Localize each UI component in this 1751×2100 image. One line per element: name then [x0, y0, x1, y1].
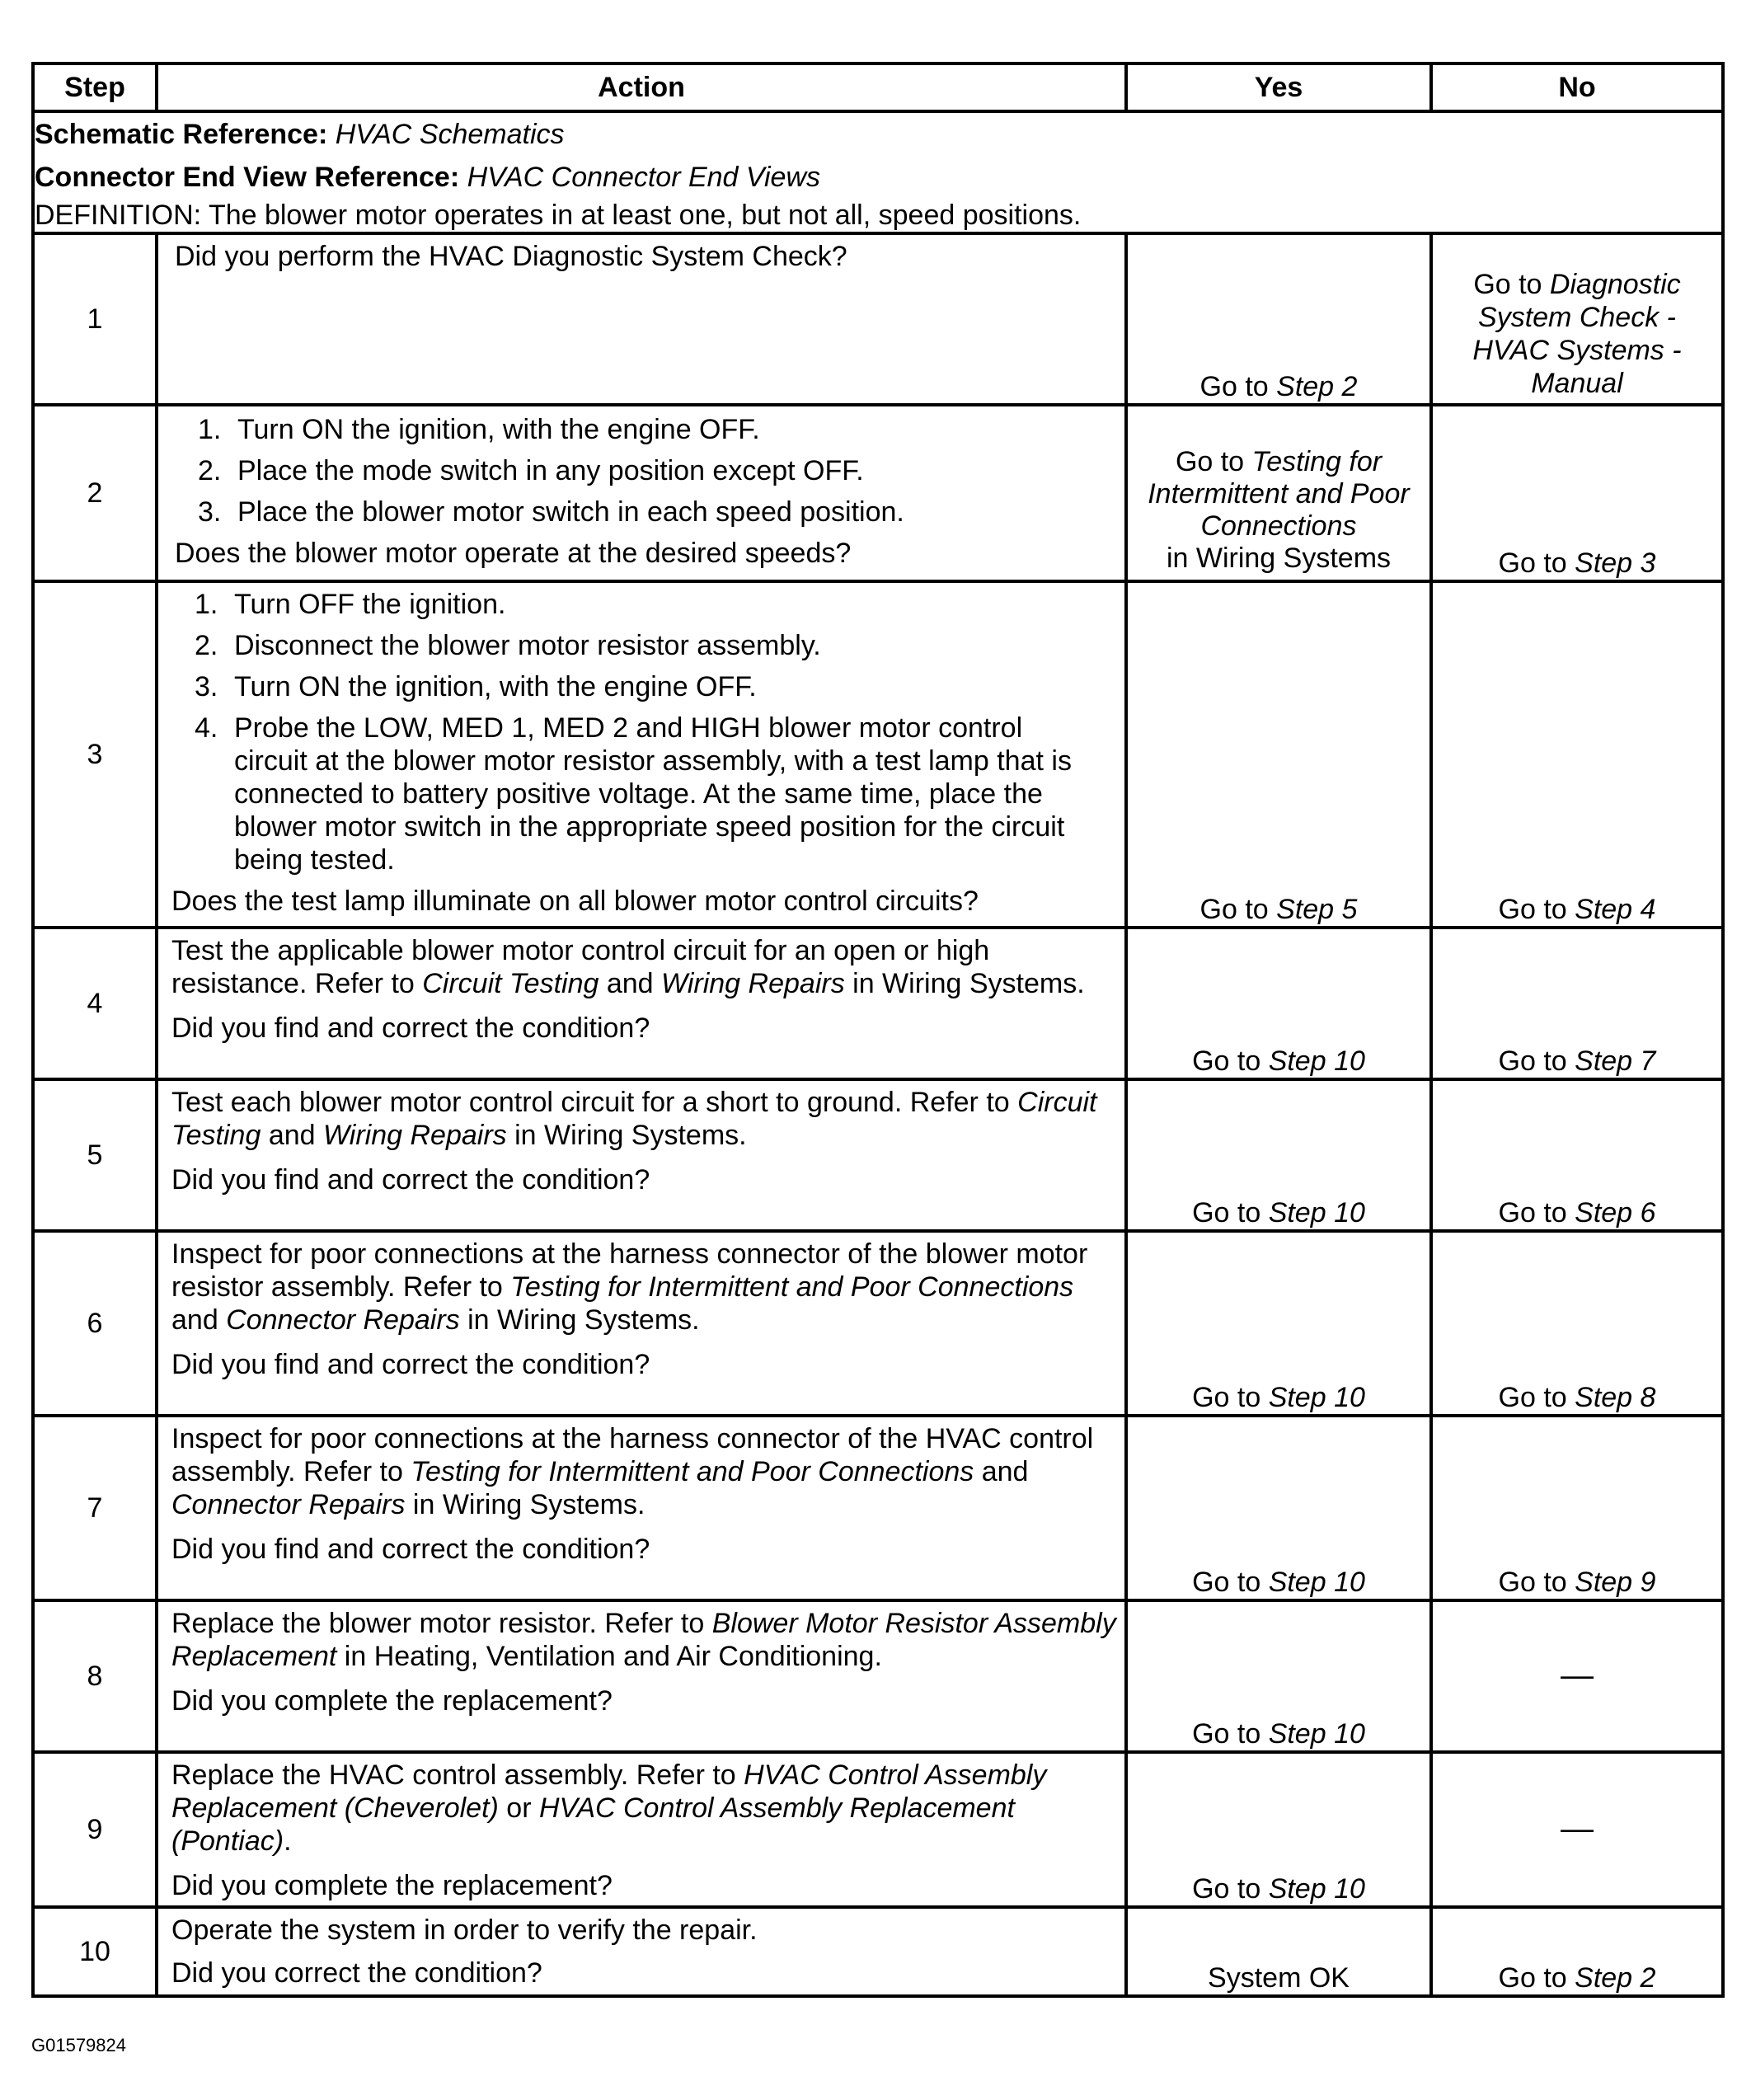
schematic-label: Schematic Reference:	[35, 119, 328, 150]
yes-cell: Go to Testing for Intermittent and Poor Connections in Wiring Systems	[1126, 405, 1431, 581]
action-question: Did you find and correct the condition?	[171, 1534, 650, 1565]
no-link[interactable]: Diagnostic System Check - HVAC Systems - Manual	[1472, 269, 1682, 399]
action-cell	[157, 581, 1126, 928]
no-link[interactable]: Step 8	[1575, 1382, 1656, 1413]
yes-link[interactable]: Step 10	[1268, 1873, 1365, 1905]
header-no: No	[1431, 63, 1723, 111]
no-dash: —	[1561, 1811, 1594, 1847]
blower-resistor-replacement-link[interactable]: Blower Motor Resistor Assembly Replacement	[171, 1608, 1116, 1672]
no-cell: Go to Step 3	[1431, 405, 1723, 581]
step-number: 10	[33, 1907, 157, 1996]
table-row	[33, 1231, 1723, 1416]
yes-cell	[1126, 1907, 1431, 1996]
no-cell: Go to Step 4	[1431, 581, 1723, 928]
no-cell: Go to Step 9	[1431, 1416, 1723, 1600]
action-question: Did you find and correct the condition?	[171, 1012, 650, 1044]
schematic-link[interactable]: HVAC Schematics	[335, 119, 565, 150]
schematic-reference	[35, 113, 1721, 156]
connector-link[interactable]: HVAC Connector End Views	[467, 162, 820, 193]
wiring-repairs-link[interactable]: Wiring Repairs	[661, 968, 845, 999]
action-text: Replace the HVAC control assembly. Refer to HVAC Control Assembly Replacement (Cheverolet) or HVAC Control Assembly Replacement (Pontiac).	[171, 1759, 1047, 1857]
action-text: Test each blower motor control circuit for a short to ground. Refer to Circuit Testing and Wiring Repairs in Wiring Systems.	[171, 1087, 1097, 1151]
connector-label: Connector End View Reference:	[35, 162, 460, 193]
no-link[interactable]: Step 2	[1575, 1962, 1656, 1994]
intro-row	[33, 111, 1723, 233]
action-text: Inspect for poor connections at the harness connector of the HVAC control assembly. Refer to Testing for Intermittent and Poor Connections and Connector Repairs in Wiring Systems.	[171, 1423, 1094, 1520]
step-number: 9	[33, 1752, 157, 1907]
no-cell	[1431, 1752, 1723, 1907]
step-number: 1	[33, 233, 157, 405]
action-question: Did you find and correct the condition?	[171, 1164, 650, 1196]
header-step: Step	[33, 63, 157, 111]
yes-link[interactable]: Step 10	[1268, 1567, 1365, 1598]
figure-id: G01579824	[31, 2035, 126, 2055]
yes-cell: Go to Step 10	[1126, 1416, 1431, 1600]
hvac-control-chevrolet-link[interactable]: HVAC Control Assembly Replacement (Cheverolet)	[171, 1759, 1047, 1824]
header-row	[33, 63, 1723, 111]
action-cell	[157, 1079, 1126, 1231]
no-cell: Go to Step 8	[1431, 1231, 1723, 1416]
list-item: 1. Turn ON the ignition, with the engine OFF.	[198, 414, 760, 445]
list-item: 2. Disconnect the blower motor resistor assembly.	[195, 630, 821, 661]
list-item: 2. Place the mode switch in any position except OFF.	[198, 455, 864, 486]
action-cell	[157, 405, 1126, 581]
table-row	[33, 1752, 1723, 1907]
intro-cell	[33, 111, 1723, 233]
table-row	[33, 581, 1723, 928]
no-link[interactable]: Step 9	[1575, 1567, 1656, 1598]
diagnostic-table	[31, 62, 1725, 1998]
action-text: Replace the blower motor resistor. Refer to Blower Motor Resistor Assembly Replacement in Heating, Ventilation and Air Conditioning.	[171, 1608, 1116, 1672]
yes-cell: Go to Step 2	[1126, 233, 1431, 405]
action-question: Did you correct the condition?	[171, 1957, 542, 1989]
no-link[interactable]: Step 6	[1575, 1197, 1656, 1229]
list-item: 4. Probe the LOW, MED 1, MED 2 and HIGH blower motor control circuit at the blower motor resistor assembly, with a test lamp that is connected to battery positive voltage. At the same time, place the blower motor switch in the appropriate speed position for the circuit being tested.	[195, 712, 1072, 876]
yes-link[interactable]: Step 10	[1268, 1382, 1365, 1413]
yes-link[interactable]: Step 10	[1268, 1197, 1365, 1229]
step-number: 6	[33, 1231, 157, 1416]
table-row	[33, 1416, 1723, 1600]
circuit-testing-link[interactable]: Circuit Testing	[422, 968, 599, 999]
wiring-repairs-link[interactable]: Wiring Repairs	[323, 1120, 507, 1151]
no-dash: —	[1561, 1657, 1594, 1694]
table-row	[33, 928, 1723, 1079]
step-number: 7	[33, 1416, 157, 1600]
connector-repairs-link[interactable]: Connector Repairs	[171, 1489, 406, 1520]
system-ok: System OK	[1208, 1962, 1350, 1994]
yes-cell: Go to Step 5	[1126, 581, 1431, 928]
no-link[interactable]: Step 4	[1575, 894, 1656, 925]
step-number: 3	[33, 581, 157, 928]
no-link[interactable]: Step 7	[1575, 1045, 1656, 1077]
testing-intermittent-link[interactable]: Testing for Intermittent and Poor Connections	[411, 1456, 974, 1487]
action-cell	[157, 1907, 1126, 1996]
connector-repairs-link[interactable]: Connector Repairs	[226, 1304, 460, 1336]
action-list	[175, 413, 1116, 529]
testing-intermittent-link[interactable]: Testing for Intermittent and Poor Connections	[510, 1271, 1074, 1303]
action-question: Did you complete the replacement?	[171, 1870, 613, 1901]
table-row	[33, 405, 1723, 581]
action-text: Inspect for poor connections at the harness connector of the blower motor resistor assembly. Refer to Testing for Intermittent and Poor Connections and Connector Repairs in Wiring Systems.	[171, 1238, 1088, 1336]
header-action: Action	[157, 63, 1126, 111]
action-list	[171, 588, 1100, 876]
action-text: Test the applicable blower motor control circuit for an open or high resistance. Refer to Circuit Testing and Wiring Repairs in Wiring Systems.	[171, 935, 1085, 999]
step-number: 8	[33, 1600, 157, 1752]
action-cell	[157, 233, 1126, 405]
definition: DEFINITION: The blower motor operates in at least one, but not all, speed positions.	[35, 200, 1082, 231]
no-cell: Go to Step 7	[1431, 928, 1723, 1079]
action-cell	[157, 1752, 1126, 1907]
no-cell: Go to Step 6	[1431, 1079, 1723, 1231]
circuit-testing-link[interactable]: Circuit Testing	[171, 1087, 1097, 1151]
list-item: 3. Place the blower motor switch in each speed position.	[198, 496, 904, 528]
action-cell	[157, 1600, 1126, 1752]
yes-cell: Go to Step 10	[1126, 1231, 1431, 1416]
table-row	[33, 233, 1723, 405]
action-text: Operate the system in order to verify the repair.	[171, 1914, 758, 1946]
step-number: 2	[33, 405, 157, 581]
yes-link[interactable]: Step 2	[1276, 371, 1358, 402]
yes-cell: Go to Step 10	[1126, 928, 1431, 1079]
list-item: 3. Turn ON the ignition, with the engine OFF.	[195, 671, 757, 702]
action-question: Did you find and correct the condition?	[171, 1349, 650, 1380]
yes-cell: Go to Step 10	[1126, 1752, 1431, 1907]
step-number: 5	[33, 1079, 157, 1231]
yes-link[interactable]: Step 10	[1268, 1718, 1365, 1750]
header-yes: Yes	[1126, 63, 1431, 111]
no-link[interactable]: Step 3	[1575, 547, 1656, 579]
action-question: Does the blower motor operate at the desired speeds?	[175, 538, 852, 569]
yes-link[interactable]: Testing for Intermittent and Poor Connections	[1148, 446, 1410, 542]
action-cell	[157, 1416, 1126, 1600]
action-question: Did you complete the replacement?	[171, 1685, 613, 1717]
action-question: Did you perform the HVAC Diagnostic System Check?	[175, 241, 847, 272]
hvac-control-pontiac-link[interactable]: HVAC Control Assembly Replacement (Pontiac)	[171, 1792, 1015, 1857]
yes-cell: Go to Step 10	[1126, 1079, 1431, 1231]
table-row	[33, 1079, 1723, 1231]
no-cell	[1431, 1600, 1723, 1752]
no-cell: Go to Step 2	[1431, 1907, 1723, 1996]
step-number: 4	[33, 928, 157, 1079]
list-item: 1. Turn OFF the ignition.	[195, 589, 506, 620]
table-row	[33, 1600, 1723, 1752]
no-cell: Go to Diagnostic System Check - HVAC Systems - Manual	[1431, 233, 1723, 405]
action-cell	[157, 928, 1126, 1079]
yes-link[interactable]: Step 5	[1276, 894, 1358, 925]
connector-reference	[35, 156, 1721, 199]
action-cell	[157, 1231, 1126, 1416]
yes-link[interactable]: Step 10	[1268, 1045, 1365, 1077]
yes-cell: Go to Step 10	[1126, 1600, 1431, 1752]
action-question: Does the test lamp illuminate on all blower motor control circuits?	[171, 886, 979, 917]
table-row	[33, 1907, 1723, 1996]
